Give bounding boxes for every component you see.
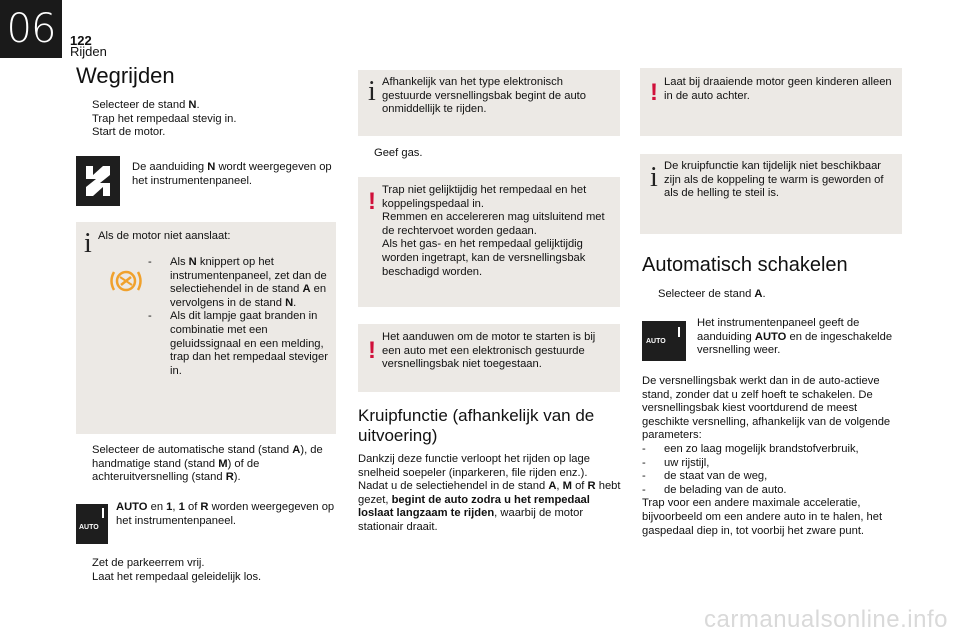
step-brake: Trap het rempedaal stevig in.: [76, 113, 338, 127]
section-name: Rijden: [70, 44, 107, 59]
bullet-icon: [76, 571, 92, 585]
step-select-n: Selecteer de stand N.: [76, 99, 338, 113]
engine-start-info-box: [76, 222, 336, 434]
warning-icon: !: [650, 79, 658, 106]
warning-icon: !: [368, 337, 376, 364]
auto-display-icon: [76, 504, 108, 544]
info-item-lamp: - Als dit lampje gaat branden in combinatie met een geluidssignaal en een melding, trap dan het rempedaal steviger in.: [148, 310, 328, 377]
param-item: - de staat van de weg,: [642, 470, 768, 483]
dash-marker: -: [642, 483, 646, 496]
bullet-icon: [76, 557, 92, 571]
bullet-icon: [358, 147, 374, 161]
creep-function-text: Dankzij deze functie verloopt het rijden op lage snelheid soepeler (inparkeren, file rijden enz.). Nadat u de selectiehendel in de stand A, M of R hebt gezet, begint de auto zodra u het rempedaal loslaat langzaam te rijden, waarbij de motor stationair draait.: [358, 453, 621, 533]
auto-indication-note: AUTO en 1, 1 of R worden weergegeven op het instrumentenpaneel.: [116, 501, 335, 527]
brake-warning-lamp-icon: [106, 266, 146, 296]
bullet-icon: [76, 444, 92, 485]
bullet-icon: [642, 288, 658, 302]
push-start-warning-box: [358, 324, 620, 392]
watermark: carmanualsonline.info: [704, 606, 948, 633]
info-icon: i: [84, 228, 92, 259]
dash-marker: -: [642, 456, 646, 469]
step-accelerate: Geef gas.: [358, 147, 620, 161]
chapter-tab: 06: [0, 0, 62, 58]
dash-marker: -: [148, 256, 152, 268]
gas-step: [358, 147, 620, 161]
n-indication-note: De aanduiding N wordt weergegeven op het instrumentenpaneel.: [132, 161, 332, 187]
creep-info-box: [640, 154, 902, 234]
final-steps: [76, 557, 338, 584]
pedal-warning-text: Trap niet gelijktijdig het rempedaal en het koppelingspedaal in. Remmen en accelereren mag uitsluitend met de rechtervoet worden gedaan. Als het gas- en het rempedaal gelijktijdig worden ingetrapt, kan de versnellingsbak beschadigd worden.: [382, 184, 605, 278]
step-start-engine: Start de motor.: [76, 126, 338, 140]
info-icon: i: [368, 76, 376, 107]
param-item: - de belading van de auto.: [642, 483, 787, 496]
dash-marker: -: [642, 470, 646, 483]
bullet-icon: [76, 99, 92, 113]
children-warning-text: Laat bij draaiende motor geen kinderen alleen in de auto achter.: [664, 76, 892, 102]
select-mode-step: [76, 444, 338, 485]
transmission-info-box: [358, 70, 620, 136]
auto-shift-body: De versnellingsbak werkt dan in de auto-actieve stand, zonder dat u zelf hoeft te schakelen. De versnellingsbak kiest voortdurend de meest geschikte versnelling, afhankelijk van de volgende parameters: - een zo laag mogelijk brandstofverbruik, - uw rijstijl, - de staat van de weg, - de belading van de auto. Trap voor een andere maximale acceleratie, bijvoorbeeld om een andere auto in te halen, het gaspedaal diep in, tot voorbij het zware punt.: [642, 375, 904, 538]
info-intro: Als de motor niet aanslaat:: [98, 230, 231, 242]
step-release-parking-brake: Zet de parkeerrem vrij.: [76, 557, 338, 571]
wegrijden-title: Wegrijden: [76, 63, 175, 88]
auto-icon-label: AUTO: [646, 338, 666, 345]
auto-shift-note: Het instrumentenpaneel geeft de aanduiding AUTO en de ingeschakelde versnelling weer.: [697, 317, 893, 357]
n-glyph-icon: [83, 163, 113, 199]
gear-bar-icon: [678, 327, 680, 337]
step-release-brake: Laat het rempedaal geleidelijk los.: [76, 571, 338, 585]
pedal-warning-box: [358, 177, 620, 307]
auto-display-icon: [642, 321, 686, 361]
creep-function-title: Kruipfunctie (afhankelijk van de uitvoering): [358, 406, 595, 445]
push-start-warning-text: Het aanduwen om de motor te starten is bij een auto met een elektronisch gestuurde versnellingsbak niet toegestaan.: [382, 331, 596, 371]
dash-marker: -: [148, 310, 152, 323]
param-item: - uw rijstijl,: [642, 456, 710, 469]
info-items: [148, 256, 328, 378]
bullet-icon: [76, 113, 92, 127]
children-warning-box: [640, 68, 902, 136]
info-icon: i: [650, 162, 658, 193]
transmission-info-text: Afhankelijk van het type elektronisch gestuurde versnellingsbak begint de auto onmiddellijk te rijden.: [382, 76, 587, 116]
auto-shift-step: [642, 288, 904, 302]
bullet-icon: [76, 126, 92, 140]
step-select-a: Selecteer de stand A.: [642, 288, 904, 302]
dash-marker: -: [642, 442, 646, 455]
gear-bar-icon: [102, 508, 104, 518]
warning-icon: !: [368, 188, 376, 215]
auto-icon-label: AUTO: [79, 524, 99, 531]
auto-shift-title: Automatisch schakelen: [642, 254, 848, 276]
param-item: - een zo laag mogelijk brandstofverbruik,: [642, 442, 859, 455]
n-display-icon: [76, 156, 120, 206]
creep-info-text: De kruipfunctie kan tijdelijk niet beschikbaar zijn als de koppeling te warm is geworden of als de helling te steil is.: [664, 160, 884, 200]
page-number: 122: [70, 33, 92, 48]
info-item-n-flashing: - Als N knippert op het instrumentenpaneel, zet dan de selectiehendel in de stand A en vervolgens in de stand N.: [148, 256, 327, 309]
start-steps: [76, 99, 338, 140]
step-select-mode: Selecteer de automatische stand (stand A), de handmatige stand (stand M) of de achteruitversnelling (stand R).: [76, 444, 338, 485]
